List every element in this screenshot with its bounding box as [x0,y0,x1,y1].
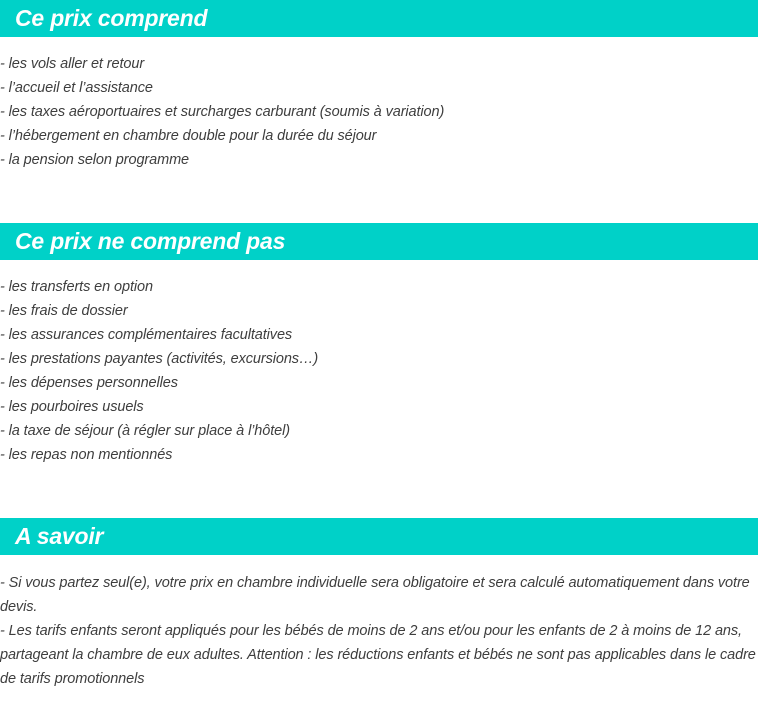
list-item: - la pension selon programme [0,152,190,168]
list-item: - les prestations payantes (activités, excursions…) [0,351,319,367]
info-text [0,571,758,691]
list-item: - les taxes aéroportuaires et surcharges carburant (soumis à variation) [0,104,445,120]
list-item: - l’hébergement en chambre double pour la durée du séjour [0,128,377,144]
list-item: - les vols aller et retour [0,56,145,72]
list-item: - la taxe de séjour (à régler sur place à l’hôtel) [0,423,290,439]
section-title: A savoir [15,523,104,549]
list-item: - les repas non mentionnés [0,447,173,463]
section-header-band [0,518,758,555]
list-item: - les dépenses personnelles [0,375,178,391]
list-item: - les assurances complémentaires facultatives [0,327,293,343]
list-item: - l’accueil et l’assistance [0,80,153,96]
section-price-excludes [0,223,758,463]
list-item: - les frais de dossier [0,303,128,319]
section-header-band [0,223,758,260]
included-list [0,52,444,172]
info-paragraph: - Si vous partez seul(e), votre prix en chambre individuelle sera obligatoire et sera calculé automatiquement dans votre devis. [0,575,750,615]
info-paragraph: - Les tarifs enfants seront appliqués pour les bébés de moins de 2 ans et/ou pour les enfants de 2 à moins de 12 ans, partageant la chambre de eux adultes. Attention : les réductions enfants et bébés ne sont pas applicables dans le cadre de tarifs promotionnels [0,623,756,687]
section-title: Ce prix ne comprend pas [15,228,286,254]
list-item: - les transferts en option [0,279,153,295]
section-title: Ce prix comprend [15,5,208,31]
section-price-includes [0,0,758,168]
section-header-band [0,0,758,37]
excluded-list [0,275,318,467]
section-good-to-know [0,518,758,687]
list-item: - les pourboires usuels [0,399,144,415]
